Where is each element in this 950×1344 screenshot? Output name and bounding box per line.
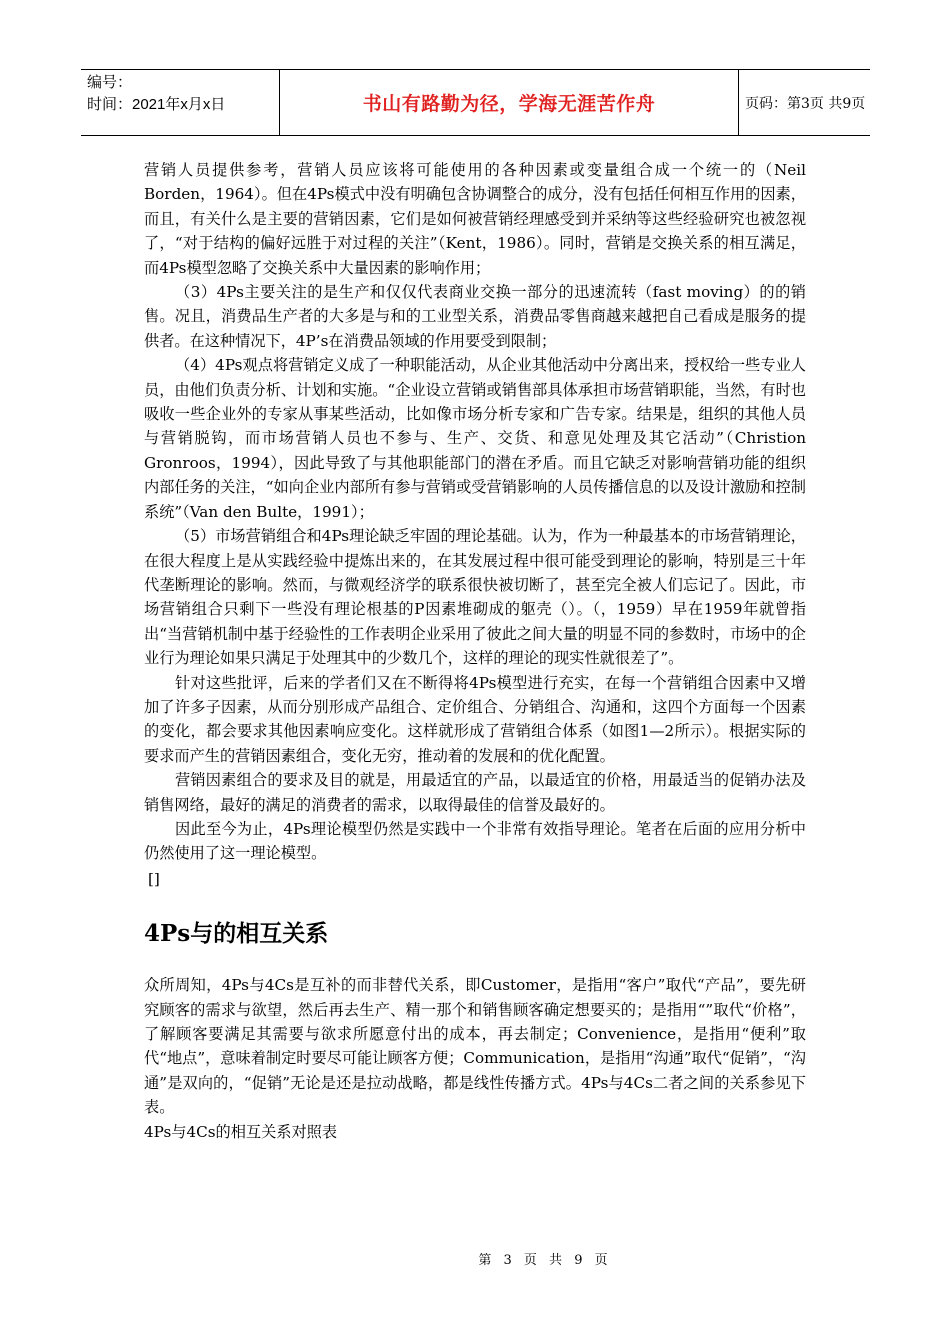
document-body [144, 158, 806, 1144]
paragraph-point-4: （4）4Ps观点将营销定义成了一种职能活动，从企业其他活动中分离出来，授权给一些专业人员，由他们负责分析、计划和实施。“企业设立营销或销售部具体承担市场营销职能，当然，有时也吸收一些企业外的专家从事某些活动，比如像市场分析专家和广告专家。结果是，组织的其他人员与营销脱钩，而市场营销人员也不参与、生产、交货、和意见处理及其它活动”（Christion Gronroos，1994），因此导致了与其他职能部门的潜在矛盾。而且它缺乏对影响营销功能的组织内部任务的关注，“如向企业内部所有参与营销或受营销影响的人员传播信息的以及设计激励和控制系统”（Van den Bulte，1991）； [144, 356, 806, 521]
bracket-marker: [] [148, 869, 160, 888]
section-body: 众所周知，4Ps与4Cs是互补的而非替代关系，即Customer，是指用“客户”取代“产品”，要先研究顾客的需求与欲望，然后再去生产、精一那个和销售顾客确定想要买的；是指用“”取代“价格”，了解顾客要满足其需要与欲求所愿意付出的成本，再去制定；Convenience，是指用“便利”取代“地点”，意味着制定时要尽可能让顾客方便；Communication，是指用“沟通”取代“促销”，“沟通”是双向的，“促销”无论是还是拉动战略，都是线性传播方式。4Ps与4Cs二者之间的关系参见下表。 [144, 976, 806, 1117]
paragraph-marketing-mix-goal: 营销因素组合的要求及目的就是，用最适宜的产品，以最适宜的价格，用最适当的促销办法及销售网络，最好的满足的消费者的需求，以取得最佳的信誉及最好的。 [144, 771, 806, 814]
footer-page-number: 第 3 页 共 9 页 [478, 1253, 612, 1268]
document-header [81, 69, 870, 136]
paragraph-continued: 营销人员提供参考，营销人员应该将可能使用的各种因素或变量组合成一个统一的（Neil Borden，1964）。但在4Ps模式中没有明确包含协调整合的成分，没有包括任何相互作用的因素，而且，有关什么是主要的营销因素，它们是如何被营销经理感受到并采纳等这些经验研究也被忽视了，“对于结构的偏好远胜于对过程的关注”（Kent，1986）。同时，营销是交换关系的相互满足，而4Ps模型忽略了交换关系中大量因素的影响作用； [144, 161, 806, 277]
paragraph-conclusion: 因此至今为止，4Ps理论模型仍然是实践中一个非常有效指导理论。笔者在后面的应用分析中仍然使用了这一理论模型。 [144, 819, 806, 863]
header-page-info: 页码：第3页 共9页 [745, 95, 866, 112]
paragraph-point-3: （3）4Ps主要关注的是生产和仅仅代表商业交换一部分的迅速流转（fast moving）的的销售。况且，消费品生产者的大多是与和的工业型关系，消费品零售商越来越把自己看成是服务的提供者。在这种情况下，4P’s在消费品领域的作用要受到限制； [144, 283, 806, 350]
section-heading: 4Ps与的相互关系 [144, 920, 329, 948]
paragraph-criticism-response: 针对这些批评，后来的学者们又在不断得将4Ps模型进行充实，在每一个营销组合因素中又增加了许多子因素，从而分别形成产品组合、定价组合、分销组合、沟通和，这四个方面每一个因素的变化，都会要求其他因素响应变化。这样就形成了营销组合体系（如图1—2所示）。根据实际的要求而产生的营销因素组合，变化无穷，推动着的发展和的优化配置。 [144, 673, 806, 765]
document-number-label: 编号： [87, 74, 133, 91]
header-slogan-cell [280, 70, 739, 135]
table-caption: 4Ps与4Cs的相互关系对照表 [144, 1122, 338, 1141]
page-footer [0, 1249, 950, 1268]
header-meta-cell [81, 70, 280, 135]
document-date: 时间：2021年x月x日 [87, 96, 226, 113]
header-page-cell [739, 70, 870, 135]
header-slogan: 书山有路勤为径，学海无涯苦作舟 [362, 93, 656, 115]
paragraph-point-5: （5）市场营销组合和4Ps理论缺乏牢固的理论基础。认为，作为一种最基本的市场营销理论，在很大程度上是从实践经验中提炼出来的，在其发展过程中很可能受到理论的影响，特别是三十年代垄断理论的影响。然而，与微观经济学的联系很快被切断了，甚至完全被人们忘记了。因此，市场营销组合只剩下一些没有理论根基的P因素堆砌成的躯壳（）。（，1959）早在1959年就曾指出“当营销机制中基于经验性的工作表明企业采用了彼此之间大量的明显不同的参数时，市场中的企业行为理论如果只满足于处理其中的少数几个，这样的理论的现实性就很差了”。 [144, 527, 806, 668]
